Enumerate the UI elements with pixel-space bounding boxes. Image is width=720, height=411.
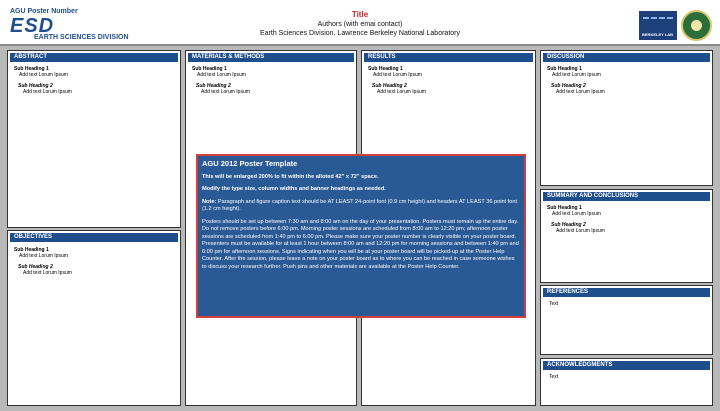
summary-content [547, 205, 605, 234]
summary-subheading-1: Sub Heading 1 [547, 205, 582, 211]
abstract-content [14, 66, 72, 95]
objectives-text-2: Add text Lorum Ipsum [23, 270, 72, 276]
esd-logo-subtitle: EARTH SCIENCES DIVISION [34, 34, 129, 41]
objectives-subheading-2: Sub Heading 2 [18, 264, 53, 270]
poster-number: AGU Poster Number [10, 8, 78, 15]
references-heading: REFERENCES [543, 288, 710, 297]
results-heading: RESULTS [364, 53, 533, 62]
poster-authors: Authors (with emai contact) [317, 21, 403, 28]
abstract-subheading-2: Sub Heading 2 [18, 83, 53, 89]
objectives-content [14, 247, 72, 276]
results-text-1: Add text Lorum Ipsum [373, 72, 422, 78]
template-paragraph: Posters should be set up between 7:30 am and 8:00 am on the day of your presentation. Posters must remain up the entire day. Do not remove posters before 6:00 pm. Morning poster sessions are scheduled from 8:00 am to 12:20 pm; afternoon poster sessions are scheduled from 1:40 pm to 6:00 pm. Please make sure your poster number is clearly visible on your poster board. Presenters must be available for at least 1 hour between 8:00 am and 12:20 pm for morning sessions and between 1:40 pm and 6:00 pm for afternoon sessions. Signs indicating when you will be at your poster board will be picked-up at the Poster Help Counter. After the session, please leave a note on your poster board as to where you can be reached in case someone wishes to discuss your research further. Push pins and other materials are available at the Poster Help Counter. [202, 218, 519, 270]
abstract-subheading-1: Sub Heading 1 [14, 66, 49, 72]
poster-header [0, 0, 720, 46]
methods-subheading-2: Sub Heading 2 [196, 83, 231, 89]
esd-logo [10, 17, 132, 43]
berkeley-lab-graphic [643, 17, 673, 26]
summary-text-2: Add text Lorum Ipsum [556, 228, 605, 234]
abstract-text-1: Add text Lorum Ipsum [19, 72, 68, 78]
poster-title: Title [351, 10, 369, 19]
title-block [200, 10, 520, 38]
discussion-subheading-1: Sub Heading 1 [547, 66, 582, 72]
objectives-heading: OBJECTIVES [10, 233, 178, 242]
results-subheading-1: Sub Heading 1 [368, 66, 403, 72]
discussion-panel [540, 50, 713, 186]
results-text-2: Add text Lorum Ipsum [377, 89, 426, 95]
abstract-panel [7, 50, 181, 228]
acknowledgments-text: Text [549, 374, 559, 380]
objectives-text-1: Add text Lorum Ipsum [19, 253, 68, 259]
acknowledgments-heading: ACKNOWLEDGMENTS [543, 361, 710, 370]
summary-heading: SUMMARY AND CONCLUSIONS [543, 192, 710, 201]
template-note [202, 199, 520, 214]
abstract-text-2: Add text Lorum Ipsum [23, 89, 72, 95]
summary-subheading-2: Sub Heading 2 [551, 222, 586, 228]
summary-text-1: Add text Lorum Ipsum [552, 211, 601, 217]
doe-seal-icon [681, 10, 712, 41]
template-line-2: Modify the type size, column widths and banner headings as needed. [202, 186, 386, 192]
template-note-text: Paragraph and figure caption text should be AT LEAST 24-point font (0.9 cm height) and headers AT LEAST 36 point font (1.2 cm height). [202, 198, 517, 212]
abstract-heading: ABSTRACT [10, 53, 178, 62]
summary-panel [540, 189, 713, 283]
objectives-subheading-1: Sub Heading 1 [14, 247, 49, 253]
objectives-panel [7, 230, 181, 406]
berkeley-lab-logo [639, 11, 677, 40]
poster-affiliation: Earth Sciences Division, Lawrence Berkeley National Laboratory [260, 30, 460, 37]
discussion-heading: DISCUSSION [543, 53, 710, 62]
template-instructions-box [196, 154, 526, 318]
references-text: Text [549, 301, 559, 307]
methods-text-1: Add text Lorum Ipsum [197, 72, 246, 78]
methods-subheading-1: Sub Heading 1 [192, 66, 227, 72]
references-panel [540, 285, 713, 355]
berkeley-lab-text: BERKELEY LAB [642, 32, 674, 37]
methods-text-2: Add text Lorum Ipsum [201, 89, 250, 95]
discussion-subheading-2: Sub Heading 2 [551, 83, 586, 89]
discussion-content [547, 66, 605, 95]
template-line-1: This will be enlarged 200% to fit within the alloted 42” x 72” space. [202, 173, 379, 180]
discussion-text-1: Add text Lorum Ipsum [552, 72, 601, 78]
results-subheading-2: Sub Heading 2 [372, 83, 407, 89]
results-content [368, 66, 426, 95]
discussion-text-2: Add text Lorum Ipsum [556, 89, 605, 95]
template-title: AGU 2012 Poster Template [202, 159, 298, 168]
methods-content [192, 66, 250, 95]
methods-heading: MATERIALS & METHODS [188, 53, 354, 62]
esd-logo-letters: ESD [10, 15, 55, 37]
template-note-label: Note: [202, 198, 217, 205]
acknowledgments-panel [540, 358, 713, 406]
